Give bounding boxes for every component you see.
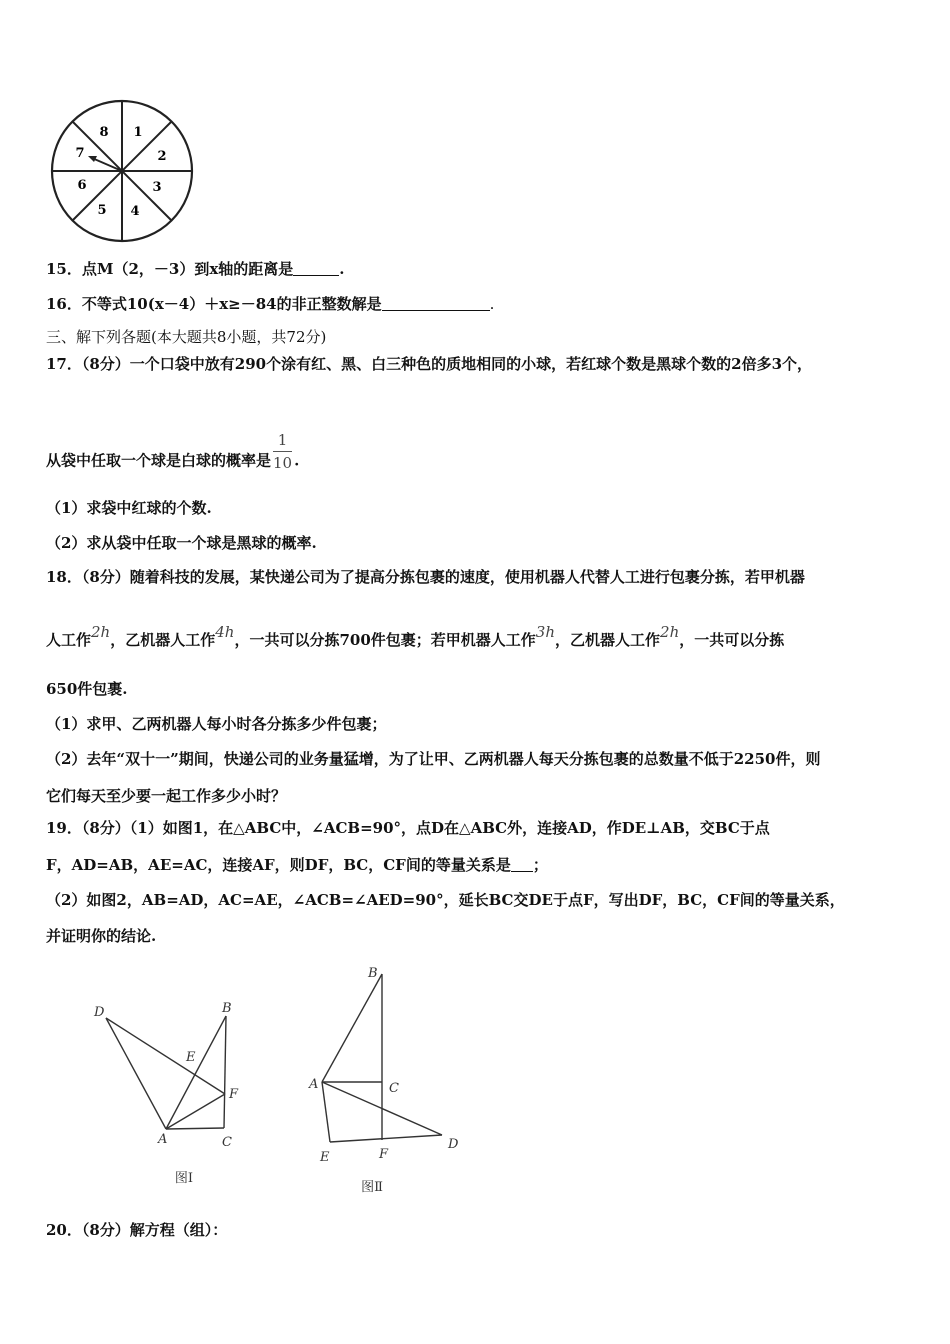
- question-18-line1: 18．（8分）随着科技的发展，某快递公司为了提高分拣包裹的速度，使用机器人代替人工进行包裹分拣，若甲机器: [46, 568, 805, 586]
- sector-label: 8: [99, 125, 109, 140]
- spinner-pointer: [92, 158, 122, 171]
- sector-label: 7: [75, 146, 85, 161]
- question-19-line1: 19．（8分）（1）如图1，在△ABC中，∠ACB=90°，点D在△ABC外，连接AD，作DE⊥AB，交BC于点: [46, 819, 770, 837]
- question-18-line2: 人工作2h，乙机器人工作4h，一共可以分拣700件包裹；若甲机器人工作3h，乙机器人工作2h，一共可以分拣: [46, 623, 785, 649]
- question-15: 15．点M（2，－3）到x轴的距离是 .: [46, 260, 345, 278]
- question-18-part1: （1）求甲、乙两机器人每小时各分拣多少件包裹；: [46, 715, 387, 733]
- point-label: C: [222, 1135, 232, 1150]
- point-label: B: [368, 966, 378, 981]
- point-label: B: [222, 1001, 232, 1016]
- point-label: E: [320, 1150, 330, 1165]
- question-17-part1: （1）求袋中红球的个数.: [46, 499, 212, 517]
- geometry-figure-2: [300, 960, 470, 1200]
- question-16-text: 16．不等式10(x－4）＋x≥－84的非正整数解是: [46, 295, 382, 313]
- sector-label: 2: [157, 149, 167, 164]
- question-18-line3: 650件包裹.: [46, 680, 128, 698]
- answer-blank: [511, 857, 533, 872]
- answer-blank: [382, 296, 490, 311]
- question-19-line3: （2）如图2，AB=AD，AC=AE，∠ACB=∠AED=90°，延长BC交DE于点F，写出DF，BC，CF间的等量关系，: [46, 891, 845, 909]
- question-17-part2: （2）求从袋中任取一个球是黑球的概率.: [46, 534, 317, 552]
- question-15-text: 15．点M（2，－3）到x轴的距离是: [46, 260, 294, 278]
- figure-caption: 图Ⅱ: [361, 1180, 383, 1195]
- sector-label: 6: [77, 178, 87, 193]
- question-16: 16．不等式10(x－4）＋x≥－84的非正整数解是 .: [46, 295, 495, 313]
- point-label: F: [379, 1147, 389, 1162]
- fraction: $\frac{1}{10}$: [273, 431, 293, 472]
- figure-caption: 图Ⅰ: [174, 1171, 194, 1186]
- sector-label: 5: [97, 203, 107, 218]
- question-18-part2b: 它们每天至少要一起工作多少小时？: [46, 787, 287, 805]
- question-19-line4: 并证明你的结论.: [46, 927, 157, 945]
- sector-label: 1: [133, 125, 143, 140]
- sector-label: 4: [130, 204, 140, 219]
- sector-label: 3: [152, 180, 162, 195]
- question-17-line1: 17．（8分）一个口袋中放有290个涂有红、黑、白三种色的质地相同的小球，若红球个数是黑球个数的2倍多3个，: [46, 355, 813, 373]
- section-heading: 三、解下列各题(本大题共8小题，共72分): [46, 328, 327, 346]
- question-20: 20．（8分）解方程（组）：: [46, 1221, 228, 1239]
- point-label: D: [94, 1005, 105, 1020]
- question-19-line2: F，AD=AB，AE=AC，连接AF，则DF，BC，CF间的等量关系是 ；: [46, 856, 548, 874]
- point-label: D: [448, 1137, 459, 1152]
- point-label: A: [309, 1077, 319, 1092]
- question-18-part2a: （2）去年“双十一”期间，快递公司的业务量猛增，为了让甲、乙两机器人每天分拣包裹的总数量不低于2250件，则: [46, 750, 821, 768]
- answer-blank: [293, 261, 339, 276]
- question-17-line2: 从袋中任取一个球是白球的概率是 $\frac{1}{10}$ .: [46, 431, 300, 472]
- point-label: E: [186, 1050, 196, 1065]
- geometry-figure-1: [88, 996, 248, 1196]
- point-label: F: [229, 1087, 239, 1102]
- spinner-wheel: [44, 96, 200, 246]
- point-label: C: [389, 1081, 399, 1096]
- point-label: A: [158, 1132, 168, 1147]
